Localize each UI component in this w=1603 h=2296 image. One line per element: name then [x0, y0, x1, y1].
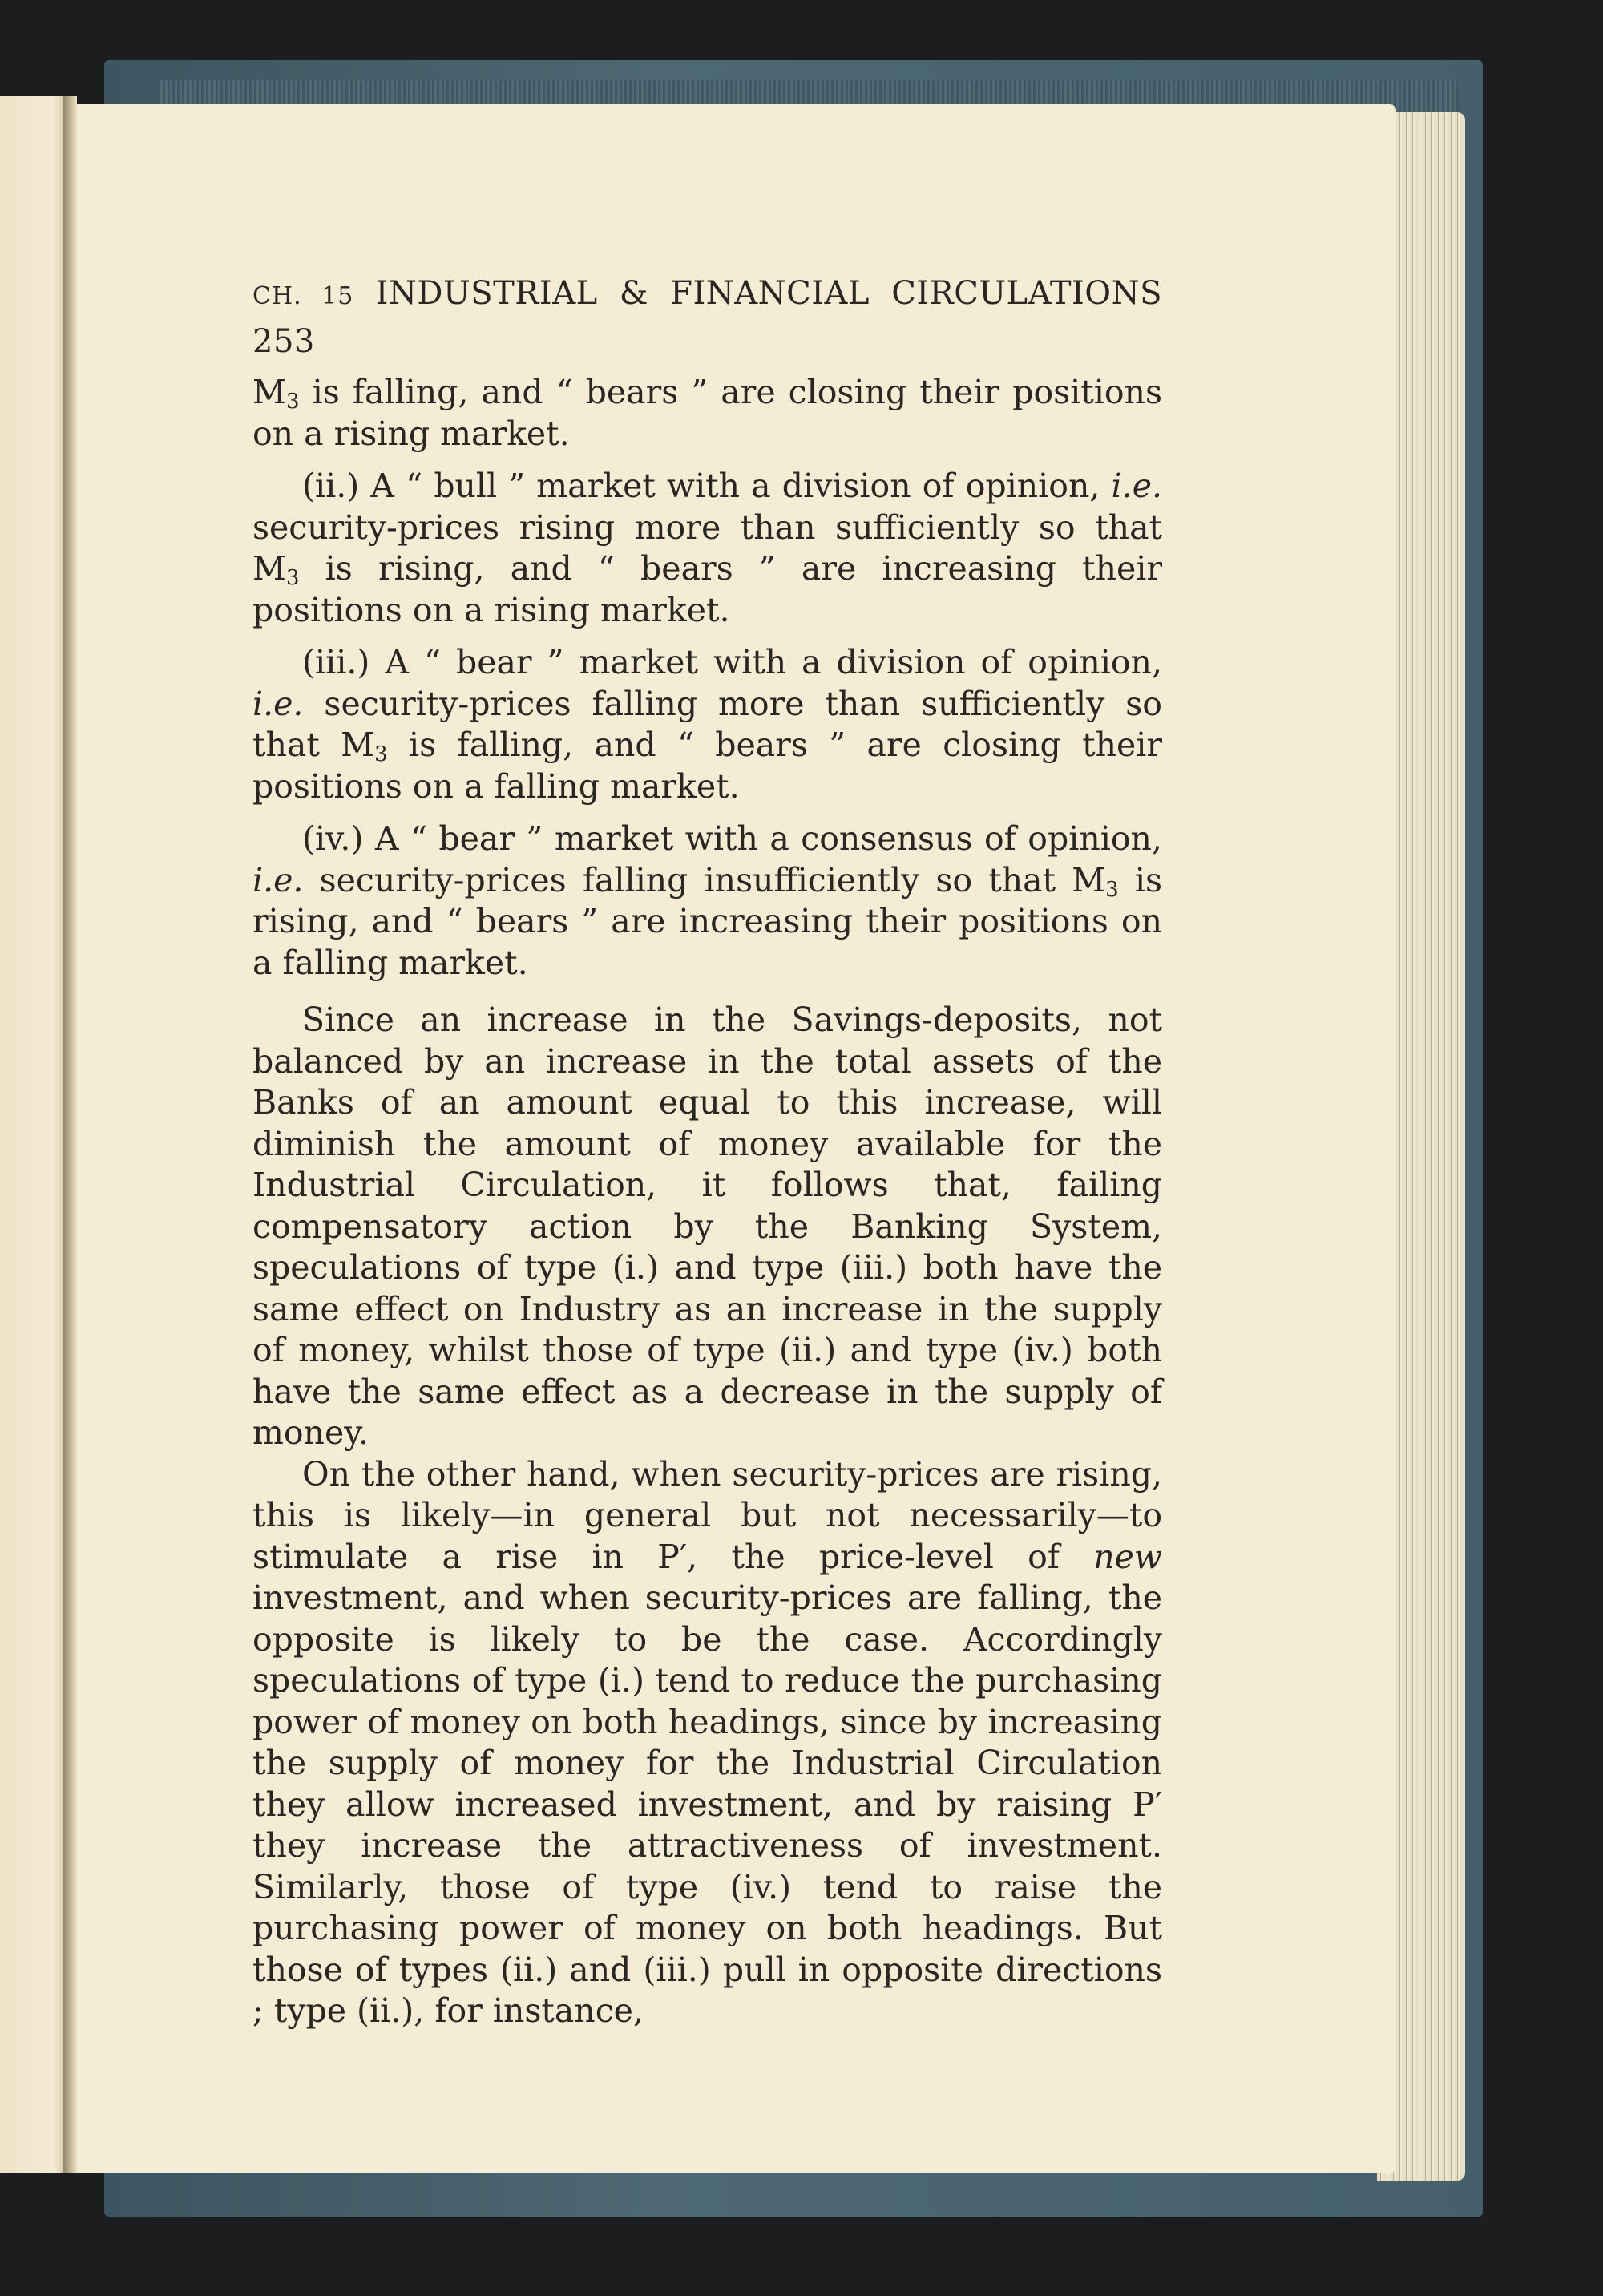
paragraph-savings-deposits: Since an increase in the Savings-deposits, not balanced by an increase in the total assets of the Banks of an amount equal to this increase, will diminish the amount of money available for the Industrial Circulation, it follows that, failing compensatory action by the Banking System, speculations of type (i.) and type (iii.) both have the same effect on Industry as an increase in the supply of money, whilst those of type (ii.) and type (iv.) both have the same effect as a decrease in the supply of money.	[252, 1000, 1162, 1452]
paragraph-security-prices: On the other hand, when security-prices are rising, this is likely—in general but not necessarily—to stimulate a rise in P′, the price-level of new investment, and when security-prices are falling, the opposite is likely to be the case. Accordingly speculations of type (i.) tend to reduce the purchasing power of money on both headings, since by increasing the supply of money for the Industrial Circulation they allow increased investment, and by raising P′ they increase the attractiveness of investment. Similarly, those of type (iv.) tend to raise the purchasing power of money on both headings. But those of types (ii.) and (iii.) pull in opposite directions ; type (ii.), for instance,	[252, 1454, 1162, 2030]
paragraph-case-iii: (iii.) A “ bear ” market with a division of opinion, i.e. security-prices falling more than sufficiently so that $M_3$ is falling, and “ bears ” are closing their positions on a falling market.	[252, 643, 1162, 806]
chapter-label: CH. 15	[252, 282, 354, 310]
paragraph-case-iv: (iv.) A “ bear ” market with a consensus of opinion, i.e. security-prices falling insufficiently so that $M_3$ is rising, and “ bears ” are increasing their positions on a falling market.	[252, 819, 1163, 982]
page-text-block	[252, 271, 1162, 2032]
previous-page-edge	[0, 96, 67, 2173]
paragraph-case-ii: (ii.) A “ bull ” market with a division of opinion, i.e. security-prices rising more than sufficiently so that $M_3$ is rising, and “ bears ” are increasing their positions on a rising market.	[252, 467, 1162, 629]
running-title: INDUSTRIAL & FINANCIAL CIRCULATIONS	[375, 275, 1162, 312]
page-number: 253	[252, 323, 315, 360]
paragraph-continuation: $M_3$ is falling, and “ bears ” are closing their positions on a rising market.	[252, 373, 1162, 453]
book-gutter	[63, 96, 77, 2173]
running-header	[252, 271, 1162, 364]
